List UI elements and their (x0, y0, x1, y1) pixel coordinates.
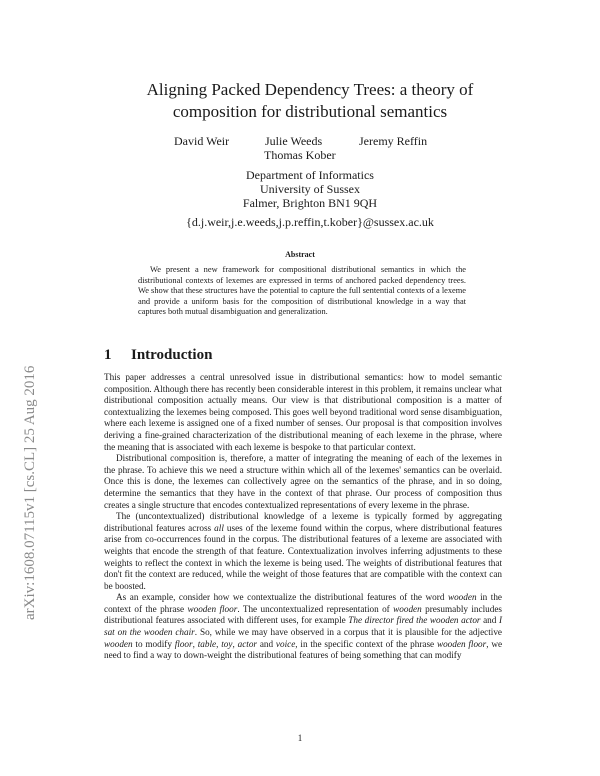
text-run: , (216, 638, 222, 649)
arxiv-stamp-svg (16, 200, 40, 620)
title-line-2: composition for distributional semantics (172, 102, 448, 121)
emphasis: actor (237, 638, 257, 649)
text-run: , (192, 638, 198, 649)
text-run: and (257, 638, 276, 649)
emphasis: I sat on the wooden chair (104, 615, 503, 638)
abstract-text: We present a new framework for compositional distributional semantics in which the distributional contexts of lexemes are expressed in terms of anchored packed dependency trees. We show that these structures have the potential to capture the full sentential contexts of a lexeme and provide a uniform basis for the composition of distributional knowledge in a way that captures both mutual disambiguation and generalization. (138, 265, 466, 317)
paper-title (110, 79, 510, 123)
section-heading (104, 347, 212, 364)
title-line-1: Aligning Packed Dependency Trees: a theory of (146, 80, 474, 99)
emphasis: The director fired the wooden actor (348, 615, 481, 626)
affiliation-block (110, 168, 510, 229)
text-run: . The uncontextualized representation of (237, 603, 394, 614)
text-run: in the context of the phrase (104, 592, 502, 614)
text-run: , in the specific context of the phrase (295, 638, 437, 649)
text-run: uses of the lexeme found within the corpus, where distributional features arise from co-occurrences found in the corpus. The distributional features of a lexeme are associated with weights that encode the strength of that feature. Contextualization involves inferring adjustments to these weights to reflect the context in which the lexeme is being used. The weights of distributional features that don't fit the context are reduced, while the weight of those features that are compatible with the context can be boosted. (104, 522, 503, 591)
department: Department of Informatics (246, 168, 374, 182)
section-title: Introduction (131, 347, 213, 363)
text-run: The (uncontextualized) distributional knowledge of a lexeme is typically formed by aggregating distributional features across (104, 511, 502, 533)
arxiv-identifier-stamp (16, 200, 40, 620)
paragraph-3 (104, 511, 502, 592)
emphasis: wooden floor (187, 603, 238, 614)
text-run: to modify (132, 638, 175, 649)
emphasis: wooden (104, 638, 133, 649)
section-number: 1 (104, 347, 112, 363)
page-number: 1 (297, 733, 303, 743)
paragraph-2: Distributional composition is, therefore, a matter of integrating the meaning of each of the lexemes in the phrase. To achieve this we need a structure within which all of the lexemes' semantics can be overlaid. Once this is done, the lexemes can collectively agree on the semantics of the phrase, and in so doing, determine the semantics that they have in the context of that phrase. Our process of composition thus creates a single structure that encodes contextualized representations of every lexeme in the phrase. (104, 453, 502, 510)
author-name: David Weir (174, 134, 230, 148)
address: Falmer, Brighton BN1 9QH (242, 196, 378, 210)
emphasis: table (197, 638, 217, 649)
arxiv-stamp-text: arXiv:1608.07115v1 [cs.CL] 25 Aug 2016 (22, 365, 38, 620)
paragraph-4 (104, 592, 502, 662)
emphasis: voice (275, 638, 296, 649)
text-run: presumably includes distributional features associated with different uses, for example (104, 603, 502, 626)
text-run: and (480, 615, 499, 626)
author-name: Julie Weeds (265, 134, 323, 148)
emphasis: wooden (447, 592, 477, 603)
body-text (104, 372, 502, 662)
emphasis: all (214, 522, 224, 533)
author-list (110, 134, 510, 170)
author-name: Thomas Kober (264, 148, 336, 162)
text-run: As an example, consider how we contextualize the distributional features of the word (116, 592, 448, 603)
text-run: . So, while we may have observed in a corpus that it is plausible for the adjective (194, 627, 503, 638)
text-run: , we need to find a way to down-weight the distributional features of being something that can modify (104, 638, 503, 661)
emphasis: wooden (393, 603, 422, 614)
paragraph-1: This paper addresses a central unresolved issue in distributional semantics: how to model semantic composition. Although there has recently been considerable interest in this problem, it remains unclear what distributional composition actually means. Our view is that distributional composition is a matter of contextualizing the lexemes being composed. This goes well beyond traditional word sense disambiguation, where each lexeme is assigned one of a fixed number of senses. Our proposal is that composition involves deriving a fine-grained characterization of the distributional meaning of each lexeme in the phrase, where the meaning that is associated with each lexeme is bespoke to that particular context. (104, 372, 502, 452)
university: University of Sussex (260, 182, 360, 196)
emphasis: floor (174, 638, 193, 649)
emphasis: wooden floor (436, 638, 487, 649)
author-name: Jeremy Reffin (359, 134, 428, 148)
abstract-heading: Abstract (285, 250, 315, 259)
author-emails: {d.j.weir,j.e.weeds,j.p.reffin,t.kober}@sussex.ac.uk (186, 215, 434, 229)
emphasis: toy (221, 638, 233, 649)
text-run: , (232, 638, 238, 649)
